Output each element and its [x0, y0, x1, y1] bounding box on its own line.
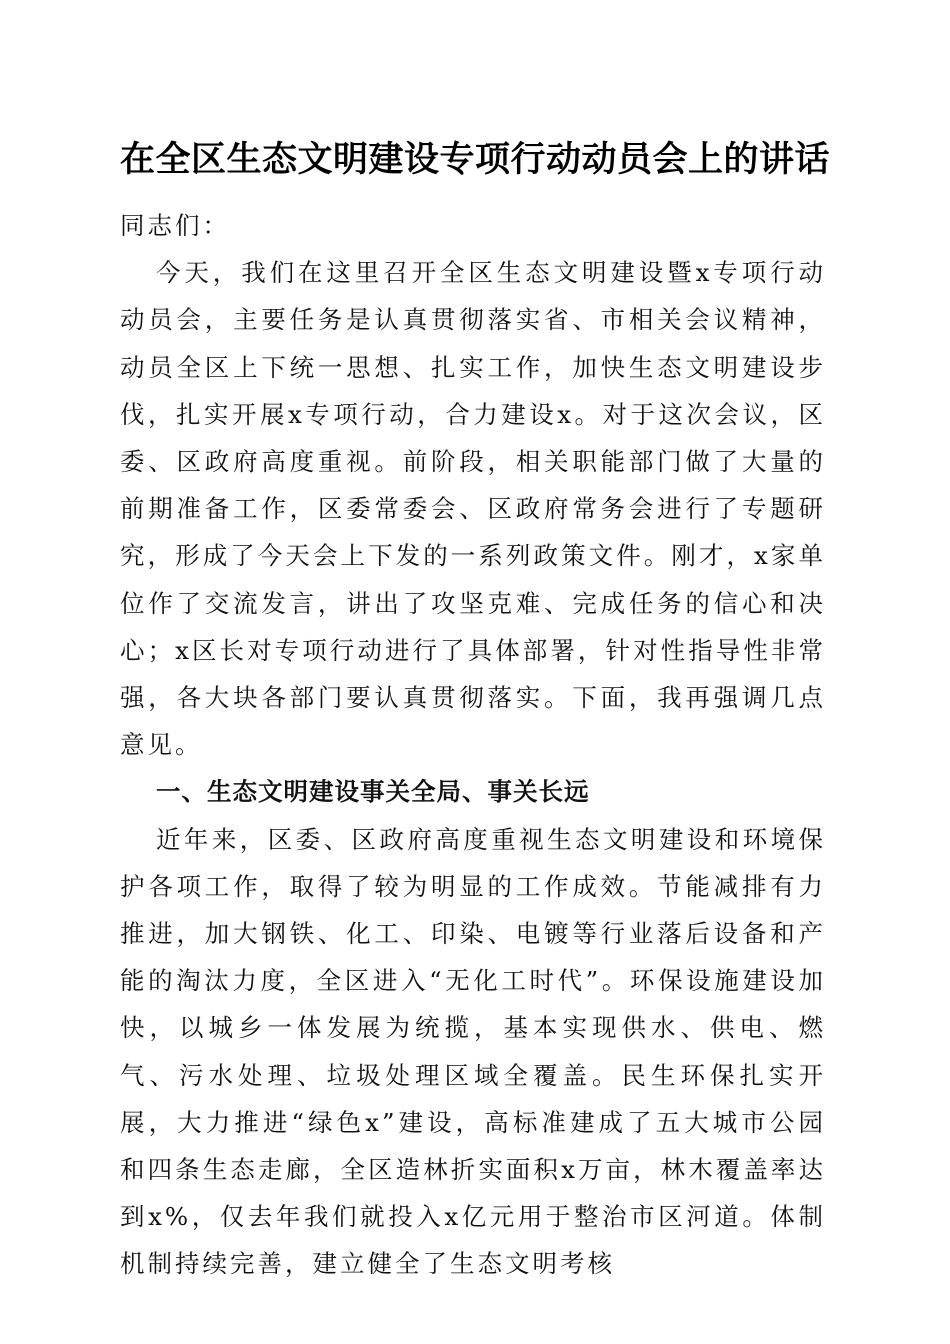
document-body — [120, 202, 826, 1288]
paragraph-intro: 今天，我们在这里召开全区生态文明建设暨x专项行动动员会，主要任务是认真贯彻落实省、市相关会议精神，动员全区上下统一思想、扎实工作，加快生态文明建设步伐，扎实开展x专项行动，合力建设x。对于这次会议，区委、区政府高度重视。前阶段，相关职能部门做了大量的前期准备工作，区委常委会、区政府常务会进行了专题研究，形成了今天会上下发的一系列政策文件。刚才，x家单位作了交流发言，讲出了攻坚克难、完成任务的信心和决心；x区长对专项行动进行了具体部署，针对性指导性非常强，各大块各部门要认真贯彻落实。下面，我再强调几点意见。 — [120, 258, 826, 760]
paragraph-section-1: 近年来，区委、区政府高度重视生态文明建设和环境保护各项工作，取得了较为明显的工作成效。节能减排有力推进，加大钢铁、化工、印染、电镀等行业落后设备和产能的淘汰力度，全区进入“无化工时代”。环保设施建设加快，以城乡一体发展为统揽，基本实现供水、供电、燃气、污水处理、垃圾处理区域全覆盖。民生环保扎实开展，大力推进“绿色x”建设，高标准建成了五大城市公园和四条生态走廊，全区造林折实面积x万亩，林木覆盖率达到x%，仅去年我们就投入x亿元用于整治市区河道。体制机制持续完善，建立健全了生态文明考核 — [120, 824, 826, 1279]
document-title: 在全区生态文明建设专项行动动员会上的讲话 — [119, 139, 830, 180]
section-heading-1: 一、生态文明建设事关全局、事关长远 — [156, 777, 590, 807]
salutation: 同志们： — [120, 211, 230, 240]
